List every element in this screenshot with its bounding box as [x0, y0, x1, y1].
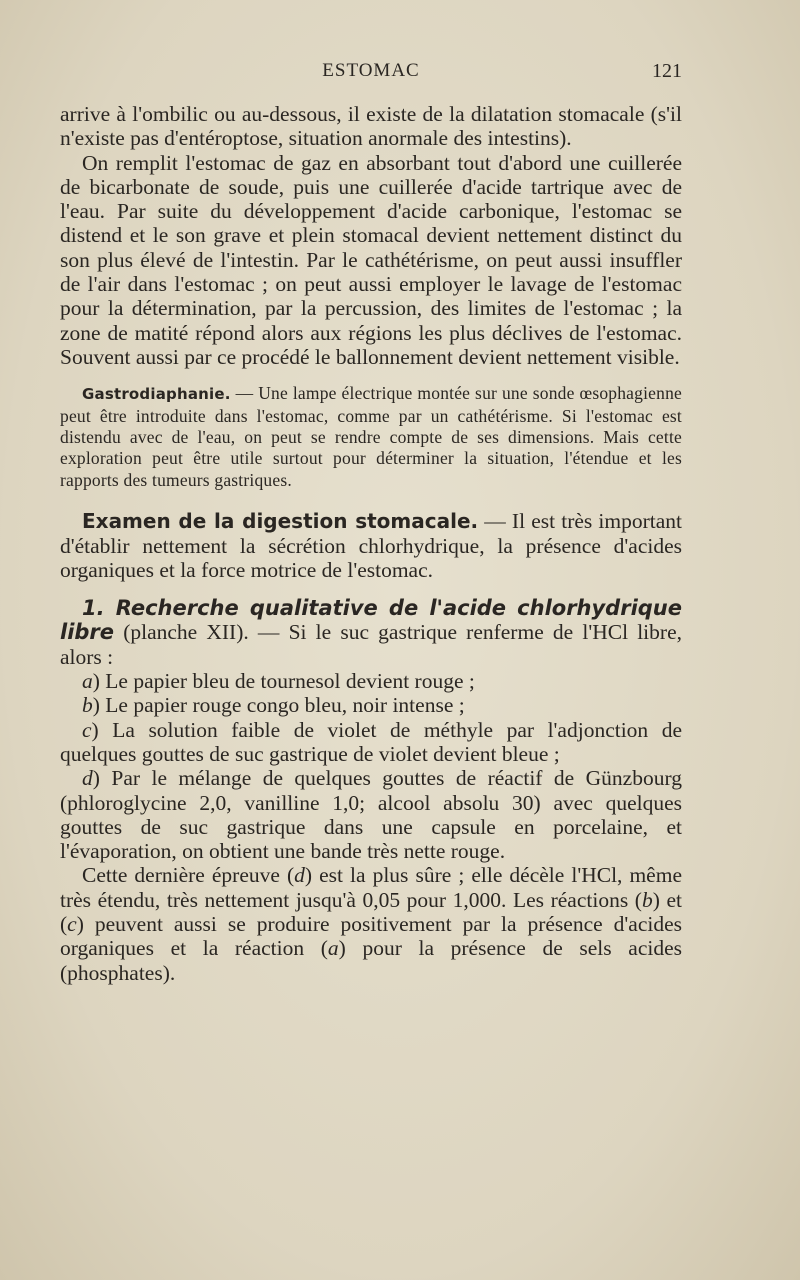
- paragraph-gas-filling: On remplit l'estomac de gaz en absorbant tout d'abord une cuillerée de bicarbonate de soude, puis une cuillerée d'acide tartrique avec de l'eau. Par suite du développement d'acide carbonique, l'estomac se distend et le son grave et plein stomacal devient nettement distinct du son plus élevé de l'intestin. Par le cathétérisme, on peut aussi insuffler de l'air dans l'estomac ; on peut aussi employer le lavage de l'estomac pour la détermination, par la percussion, des limites de l'estomac ; la zone de matité répond alors aux régions les plus déclives de l'estomac. Souvent aussi par ce procédé le ballonnement devient nettement visible.: [60, 150, 682, 369]
- examen-heading: Examen de la digestion stomacale.: [82, 509, 479, 534]
- ref-letter: d: [294, 863, 305, 888]
- list-item-b: b) Le papier rouge congo bleu, noir intense ;: [82, 693, 465, 718]
- ref-letter: a: [327, 936, 339, 961]
- list-item-d: d) Par le mélange de quelques gouttes de réactif de Günzbourg (phloroglycine 2,0, vanilline 1,0; alcool absolu 30) avec quelques gouttes de suc gastrique dans une capsule en porcelaine, et l'évaporation, on obtient une bande très nette rouge.: [60, 766, 682, 864]
- item-text: Le papier bleu de tournesol devient rouge ;: [99, 669, 475, 694]
- item-letter: b: [82, 693, 93, 718]
- page-header: [60, 60, 682, 90]
- paragraph-continuation: arrive à l'ombilic ou au-dessous, il existe de la dilatation stomacale (s'il n'existe pas d'entéroptose, situation anormale des intestins).: [60, 102, 682, 151]
- item-text: La solution faible de violet de méthyle par l'adjonction de quelques gouttes de suc gastrique de violet devient bleue ;: [60, 717, 682, 766]
- recherche-heading: 1. Recherche qualitative de l'acide chlorhydrique libre: [60, 596, 682, 645]
- list-item-a: a) Le papier bleu de tournesol devient rouge ;: [82, 669, 475, 694]
- ref-letter: b: [641, 887, 653, 912]
- paragraph-recherche: [60, 596, 682, 669]
- recherche-text: (planche XII). — Si le suc gastrique renferme de l'HCl libre, alors :: [60, 620, 682, 669]
- conclusion-text: peuvent aussi se produire positivement par la présence d'acides organiques et la réaction: [60, 912, 682, 961]
- running-title: ESTOMAC: [322, 60, 420, 81]
- body-text: [60, 102, 682, 985]
- item-letter: a: [82, 669, 93, 694]
- paragraph-examen: [60, 509, 682, 582]
- paragraph-conclusion: Cette dernière épreuve (d) est la plus sûre ; elle décèle l'HCl, même très étendu, très nettement jusqu'à 0,05 pour 1,000. Les réactions (b) et (c) peuvent aussi se produire positivement par la présence d'acides organiques et la réaction (a) pour la présence de sels acides (phosphates).: [60, 863, 682, 985]
- item-text: Par le mélange de quelques gouttes de réactif de Günzbourg (phloroglycine 2,0, vanilline 1,0; alcool absolu 30) avec quelques gouttes de suc gastrique dans une capsule en porcelaine, et l'évaporation, on obtient une bande très nette rouge.: [60, 766, 682, 864]
- list-item-c: c) La solution faible de violet de méthyle par l'adjonction de quelques gouttes de suc gastrique de violet devient bleue ;: [60, 717, 682, 766]
- conclusion-text: est la plus sûre ; elle décèle l'HCl, même très étendu, très nettement jusqu'à 0,05 pour 1,000. Les réactions: [60, 863, 682, 912]
- item-text: Le papier rouge congo bleu, noir intense ;: [99, 693, 465, 718]
- item-letter: d: [82, 766, 93, 791]
- gastrodiaphanie-heading: Gastrodiaphanie.: [82, 385, 231, 404]
- conclusion-text: pour la présence de sels acides (phosphates).: [60, 936, 682, 985]
- conclusion-text: et: [659, 887, 682, 912]
- page-number: 121: [652, 60, 682, 82]
- ref-letter: c: [67, 912, 77, 937]
- item-letter: c: [82, 717, 92, 742]
- examen-text: — Il est très important d'établir nettement la sécrétion chlorhydrique, la présence d'acides organiques et la force motrice de l'estomac.: [60, 509, 683, 582]
- conclusion-text: Cette dernière épreuve: [82, 863, 287, 888]
- gastrodiaphanie-text: — Une lampe électrique montée sur une sonde œsophagienne peut être introduite dans l'estomac, comme par un cathétérisme. Si l'estomac est distendu avec de l'eau, on peut se rendre compte de ses dimensions. Mais cette exploration peut être utile surtout pour déterminer la situation, l'étendue et les rapports des tumeurs gastriques.: [60, 383, 682, 490]
- paragraph-gastrodiaphanie: [60, 383, 682, 491]
